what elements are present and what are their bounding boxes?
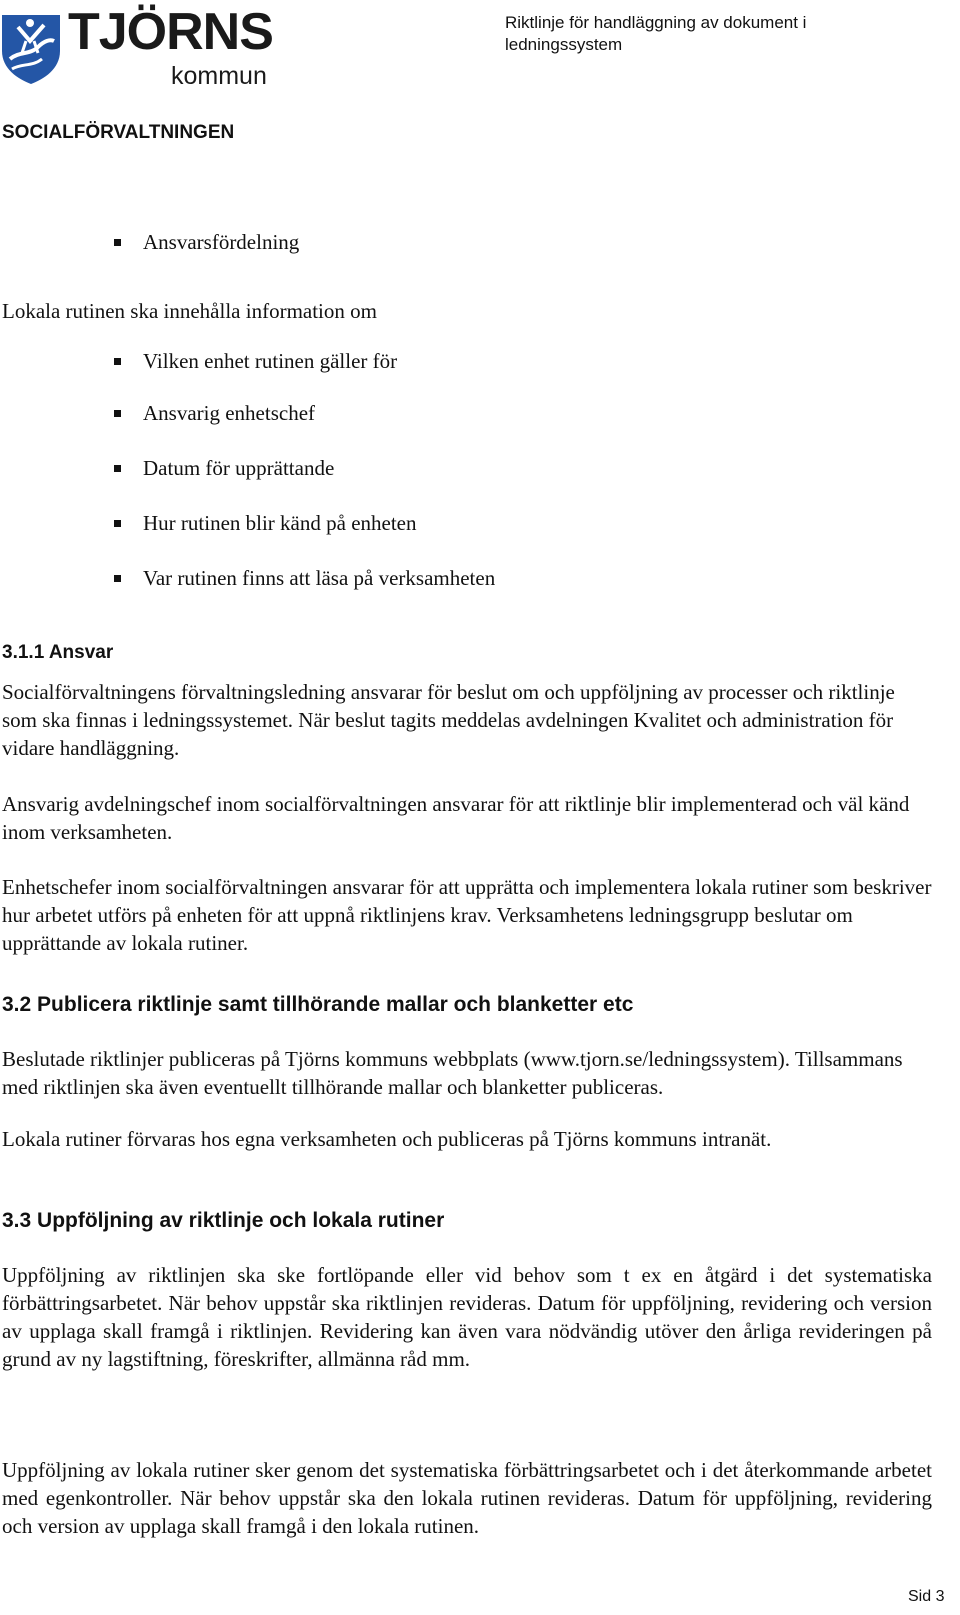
bullet-icon [114,520,121,527]
section-heading-3-1-1: 3.1.1 Ansvar [2,642,114,663]
paragraph: Uppföljning av lokala rutiner sker genom det systematiska förbättringsarbetet och i det återkommande arbetet med egenkontroller. När behov uppstår ska den lokala rutinen revideras. Datum för uppföljning, revidering och version av upplaga skall framgå i den lokala rutinen. [2,1458,932,1538]
logo-wordmark: TJÖRNS [68,3,273,61]
list-item [114,349,397,374]
bullet-icon [114,410,121,417]
list-item-text: Hur rutinen blir känd på enheten [143,511,417,535]
list-item [114,456,334,481]
paragraph: Socialförvaltningens förvaltningsledning ansvarar för beslut om och uppföljning av processer och riktlinje som ska finnas i ledningssystemet. När beslut tagits meddelas avdelningen Kvalitet och administration för vidare handläggning. [2,680,895,760]
page-number: Sid 3 [908,1588,945,1605]
paragraph: Uppföljning av riktlinjen ska ske fortlöpande eller vid behov som t ex en åtgärd i det systematiska förbättringsarbetet. När behov uppstår ska riktlinjen revideras. Datum för uppföljning, revidering och version av upplaga skall framgå i riktlinjen. Revidering kan även vara nödvändig utöver den årliga revideringen på grund av ny lagstiftning, föreskrifter, allmänna råd mm. [2,1263,932,1371]
local-routine-intro: Lokala rutinen ska innehålla information om [2,299,377,323]
bullet-icon [114,358,121,365]
list-item-text: Datum för upprättande [143,456,335,480]
list-item [114,230,299,255]
department-name: SOCIALFÖRVALTNINGEN [2,122,235,143]
paragraph: Lokala rutiner förvaras hos egna verksamheten och publiceras på Tjörns kommuns intranät. [2,1127,772,1151]
bullet-icon [114,575,121,582]
list-item [114,401,315,426]
list-item-text: Vilken enhet rutinen gäller för [143,349,398,373]
tjorns-kommun-logo [0,3,290,90]
logo-subtitle: kommun [171,62,267,90]
paragraph: Beslutade riktlinjer publiceras på Tjörns kommuns webbplats (www.tjorn.se/ledningssystem). Tillsammans med riktlinjen ska även eventuellt tillhörande mallar och blanketter publiceras. [2,1047,903,1099]
list-item-text: Ansvarig enhetschef [143,401,316,425]
list-item-text: Ansvarsfördelning [143,230,300,254]
bullet-icon [114,239,121,246]
list-item [114,511,417,536]
paragraph: Ansvarig avdelningschef inom socialförvaltningen ansvarar för att riktlinje blir implementerad och väl känd inom verksamheten. [2,792,910,844]
tjorn-crest-icon [0,11,62,85]
list-item-text: Var rutinen finns att läsa på verksamheten [143,566,496,590]
list-item [114,566,495,591]
section-heading-3-2: 3.2 Publicera riktlinje samt tillhörande mallar och blanketter etc [2,993,634,1016]
header-document-title: Riktlinje för handläggning av dokument i ledningssystem [505,13,807,54]
bullet-icon [114,465,121,472]
paragraph: Enhetschefer inom socialförvaltningen ansvarar för att upprätta och implementera lokala rutiner som beskriver hur arbetet utförs på enheten för att uppnå riktlinjens krav. Verksamhetens ledningsgrupp beslutar om upprättande av lokala rutiner. [2,875,932,955]
section-heading-3-3: 3.3 Uppföljning av riktlinje och lokala rutiner [2,1209,445,1232]
